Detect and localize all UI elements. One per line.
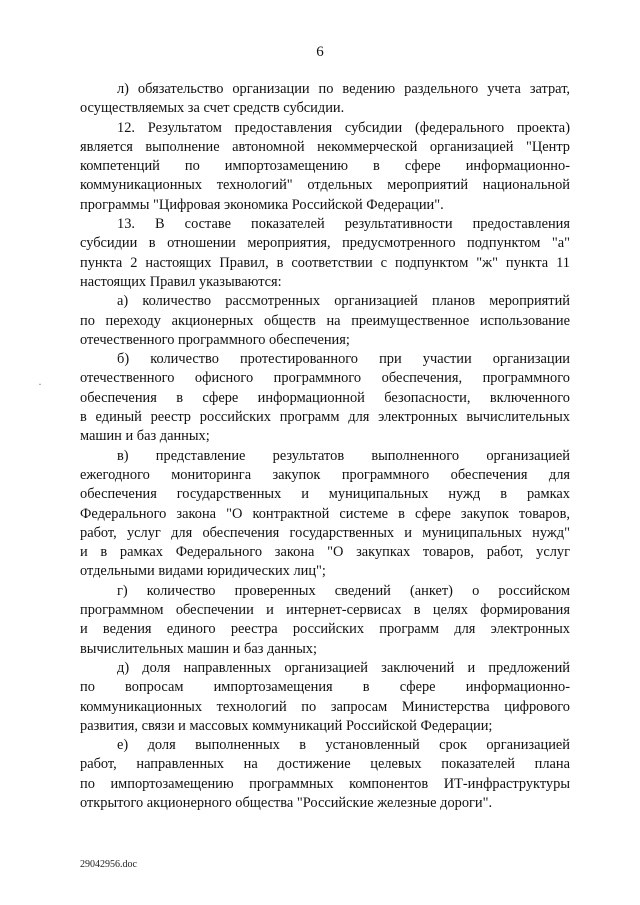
paragraph-line: работ, направленных на достижение целевых показателей плана <box>80 756 570 773</box>
paragraph-line: 13. В составе показателей результативности предоставления <box>117 216 570 233</box>
margin-mark: · <box>38 377 42 391</box>
paragraph-line: б) количество протестированного при участии организации <box>117 351 570 368</box>
paragraph-line: коммуникационных технологий" отдельных мероприятий национальной <box>80 177 570 194</box>
paragraph-line: г) количество проверенных сведений (анкет) о российском <box>117 582 570 599</box>
paragraph <box>80 447 570 582</box>
paragraph-line: Федерального закона "О контрактной системе в сфере закупок товаров, <box>80 505 570 522</box>
paragraph-line: и в рамках Федерального закона "О закупках товаров, работ, услуг <box>80 544 570 561</box>
paragraph-line: е) доля выполненных в установленный срок организацией <box>117 737 570 754</box>
paragraph <box>80 659 570 736</box>
paragraph-line: программы "Цифровая экономика Российской Федерации". <box>80 196 444 213</box>
paragraph-line: отдельными видами юридических лиц"; <box>80 563 326 580</box>
paragraph-line: обеспечения в сфере информационной безопасности, включенного <box>80 389 570 406</box>
paragraph-line: ежегодного мониторинга закупок программного обеспечения для <box>80 466 570 483</box>
paragraph-line: субсидии в отношении мероприятия, предусмотренного подпунктом "а" <box>80 235 570 252</box>
paragraph-line: отечественного программного обеспечения; <box>80 331 350 348</box>
paragraph <box>80 119 570 215</box>
paragraph-line: настоящих Правил указываются: <box>80 273 282 290</box>
paragraph-line: открытого акционерного общества "Российские железные дороги". <box>80 794 493 811</box>
paragraph-line: отечественного офисного программного обеспечения, программного <box>80 370 570 387</box>
footer-filename: 29042956.doc <box>80 859 137 870</box>
paragraph-line: развития, связи и массовых коммуникаций Российской Федерации; <box>80 717 493 734</box>
paragraph <box>80 736 570 813</box>
document-body <box>80 80 570 813</box>
paragraph-line: д) доля направленных организацией заключений и предложений <box>117 659 570 676</box>
paragraph-line: программном обеспечении и интернет-сервисах в целях формирования <box>80 602 570 619</box>
paragraph <box>80 215 570 292</box>
paragraph-line: вычислительных машин и баз данных; <box>80 640 317 657</box>
paragraph-line: а) количество рассмотренных организацией планов мероприятий <box>117 293 570 310</box>
paragraph-line: пункта 2 настоящих Правил, в соответствии с подпунктом "ж" пункта 11 <box>80 254 570 271</box>
paragraph-line: по вопросам импортозамещения в сфере информационно- <box>80 679 570 696</box>
page-number: 6 <box>316 44 324 60</box>
paragraph-line: осуществляемых за счет средств субсидии. <box>80 100 345 117</box>
paragraph <box>80 350 570 446</box>
paragraph <box>80 582 570 659</box>
paragraph-line: по импортозамещению программных компонентов ИТ-инфраструктуры <box>80 775 570 792</box>
paragraph-line: машин и баз данных; <box>80 428 210 445</box>
paragraph <box>80 292 570 350</box>
paragraph-line: 12. Результатом предоставления субсидии (федерального проекта) <box>117 119 570 136</box>
paragraph-line: компетенций по импортозамещению в сфере информационно- <box>80 158 570 175</box>
paragraph-line: л) обязательство организации по ведению раздельного учета затрат, <box>117 81 570 97</box>
paragraph-line: в) представление результатов выполненного организацией <box>117 447 570 464</box>
paragraph-line: является выполнение автономной некоммерческой организацией "Центр <box>80 138 570 155</box>
paragraph-line: и ведения единого реестра российских программ для электронных <box>80 621 570 638</box>
paragraph <box>80 80 570 119</box>
paragraph-line: в единый реестр российских программ для электронных вычислительных <box>80 409 570 426</box>
paragraph-line: обеспечения государственных и муниципальных нужд в рамках <box>80 486 570 503</box>
paragraph-line: коммуникационных технологий по запросам Министерства цифрового <box>80 698 570 715</box>
paragraph-line: по переходу акционерных обществ на преимущественное использование <box>80 312 570 329</box>
paragraph-line: работ, услуг для обеспечения государственных и муниципальных нужд" <box>80 524 570 541</box>
